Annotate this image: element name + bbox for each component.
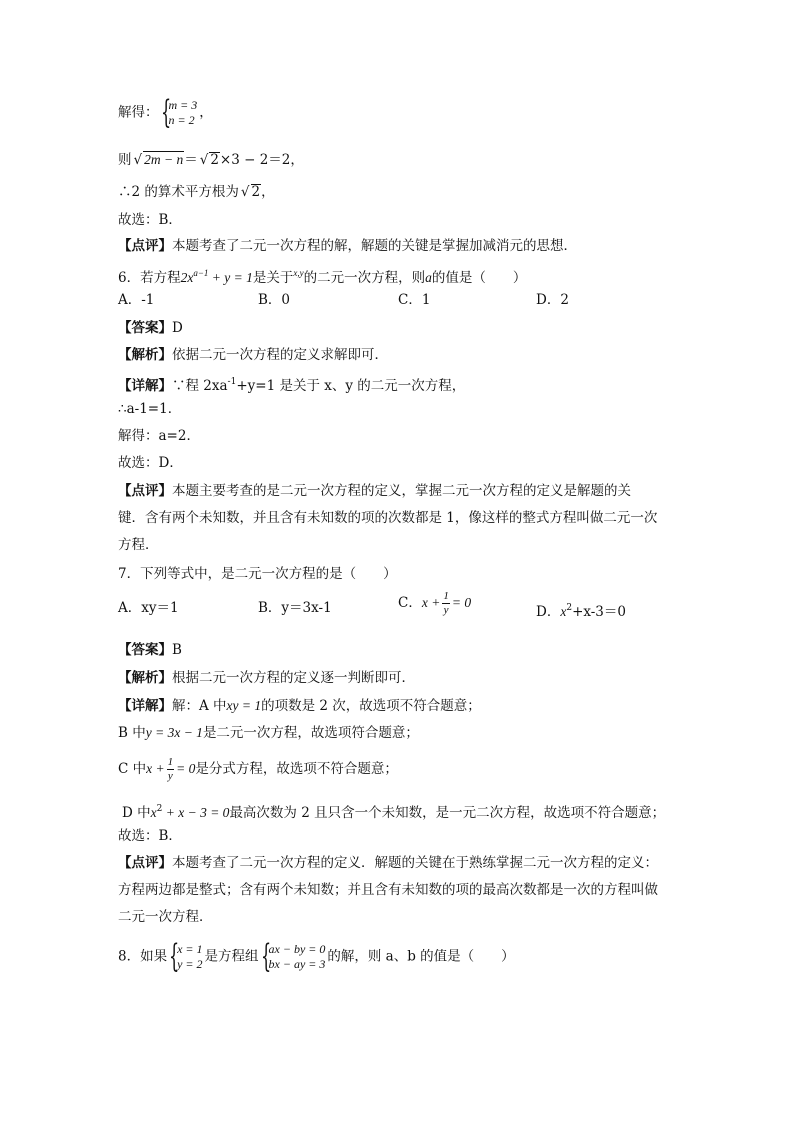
solution-line-1 (118, 93, 213, 131)
q6-option-d: D．2 (536, 292, 569, 308)
q6-choose: 故选：D． (118, 455, 183, 471)
q7-detail-b (118, 723, 419, 743)
q7-c-num: 1 (167, 756, 174, 768)
q7-option-b: B．y＝3x-1 (258, 600, 332, 616)
q8-eq-2: bx − ay = 3 (268, 957, 326, 971)
q8-mid: 是方程组 (204, 948, 259, 965)
q7-detail-d (122, 799, 665, 823)
q7-option-d-sup: 2 (566, 603, 573, 613)
comment-tag: 【点评】 (118, 238, 172, 254)
q7-option-c-label: C． (398, 595, 422, 611)
question-6-stem (118, 263, 526, 288)
q7-answer-text: B (172, 642, 182, 658)
question-7-stem: 7．下列等式中，是二元一次方程的是（ ） (118, 566, 397, 582)
sqrt-prefix: 则 (118, 152, 132, 168)
root-line: ∴2 的算术平方根为 √ 2， (118, 184, 275, 200)
q7-option-a: A．xy＝1 (118, 600, 179, 616)
q7-b-text: 是二元一次方程，故选项符合题意； (202, 725, 419, 741)
sqrt-eq: ＝ (184, 152, 198, 168)
eq-n: n = 2 (168, 113, 195, 127)
q8-equation-system: { ax − by = 0 bx − ay = 3 (260, 937, 326, 975)
q7-analysis (118, 668, 415, 688)
q7-d-text: 最高次数为 2 且只含一个未知数，是一元二次方程，故选项不符合题意； (229, 805, 666, 821)
sqrt-line: 则 √ 2m − n＝ √ 2×3 − 2＝2， (118, 152, 304, 168)
q6-step-2: 解得：a=2． (118, 428, 200, 444)
q6-detail-text2: +y=1 是关于 x、y 的二元一次方程， (236, 378, 466, 394)
q6-option-b: B．0 (258, 292, 291, 308)
q6-mid2: 的二元一次方程，则 (303, 270, 426, 286)
q7-detail (118, 696, 481, 716)
q7-c-text: 是分式方程，故选项不符合题意； (195, 761, 398, 777)
q7-answer-tag: 【答案】 (118, 642, 172, 658)
q7-analysis-text: 根据二元一次方程的定义逐一判断即可． (172, 670, 415, 686)
q7-analysis-tag: 【解析】 (118, 670, 172, 686)
q6-detail-sup: -1 (227, 377, 237, 387)
q6-option-a: A．-1 (118, 292, 155, 308)
q7-comment-l1: 本题考查了二元一次方程的定义．解题的关键在于熟练掌握二元一次方程的定义： (172, 855, 658, 871)
q6-option-c: C．1 (398, 292, 431, 308)
root-prefix: ∴2 的算术平方根为 (118, 184, 239, 200)
q6-answer-text: D (172, 320, 183, 336)
q7-c-math-tail: = 0 (176, 761, 196, 776)
q6-comment-line-3: 方程． (118, 537, 159, 553)
q6-eq-b: + y = 1 (208, 270, 253, 285)
solution-system: { m = 3 n = 2 (160, 93, 198, 131)
q7-b-prefix: B 中 (118, 725, 146, 741)
q7-detail-math: xy = 1 (226, 698, 262, 713)
q6-mid: 是关于 (252, 270, 294, 286)
q8-sol-x: x = 1 (177, 942, 203, 956)
comment-line-5 (118, 236, 577, 256)
q7-comment-line-2: 方程两边都是整式；含有两个未知数；并且含有未知数的项的最高次数都是一次的方程叫做 (118, 882, 658, 898)
q7-option-c-x: x + (421, 595, 441, 610)
q6-eq-exp: a−1 (193, 268, 209, 278)
q7-c-math-x: x + (146, 761, 165, 776)
q7-option-d (536, 598, 626, 622)
sqrt-rest: ×3 − 2＝2， (219, 152, 304, 168)
q7-d-prefix: D 中 (122, 805, 151, 821)
q8-solution-system: { x = 1 y = 2 (169, 937, 203, 975)
q6-comment-l1: 本题主要考查的是二元一次方程的定义，掌握二元一次方程的定义是解题的关 (172, 483, 631, 499)
solution-suffix: ， (199, 104, 213, 121)
q8-prefix: 8．如果 (118, 948, 168, 965)
sqrt-two: 2 (210, 152, 219, 168)
q7-detail-tag: 【详解】 (118, 698, 172, 714)
question-8-stem (118, 937, 515, 975)
q7-choose: 故选：B． (118, 828, 182, 844)
q6-analysis (118, 345, 388, 365)
eq-m: m = 3 (168, 98, 198, 112)
q7-option-d-a: x (560, 604, 567, 619)
q7-d-sup: 2 (156, 804, 163, 814)
q7-detail-text2: 的项数是 2 次，故选项不符合题意； (261, 698, 481, 714)
q8-sol-y: y = 2 (177, 957, 203, 971)
q7-d-math-b: + x − 3 = 0 (162, 805, 230, 820)
q6-end: 的值是（ ） (431, 270, 527, 286)
q6-detail-tag: 【详解】 (118, 378, 172, 394)
q6-comment-line-1 (118, 481, 631, 501)
q8-eq-1: ax − by = 0 (268, 942, 326, 956)
q6-answer (118, 318, 183, 338)
q6-eq-a: 2x (180, 270, 194, 285)
q6-analysis-text: 依据二元一次方程的定义求解即可． (172, 347, 388, 363)
q8-end: 的解，则 a、b 的值是（ ） (327, 948, 515, 965)
q6-answer-tag: 【答案】 (118, 320, 172, 336)
choose-line-5: 故选：B． (118, 212, 182, 228)
q6-number: 6．若方程 (118, 270, 181, 286)
q6-analysis-tag: 【解析】 (118, 347, 172, 363)
q7-b-math: y = 3x − 1 (145, 725, 203, 740)
sqrt-radicand: 2m − n (144, 152, 184, 167)
solution-prefix: 解得： (118, 104, 159, 121)
q7-option-c-num: 1 (443, 590, 449, 602)
q7-answer (118, 640, 182, 660)
comment-text: 本题考查了二元一次方程的解，解题的关键是掌握加减消元的思想． (172, 238, 577, 254)
root-value: 2 (251, 184, 261, 200)
q7-option-c-tail: = 0 (451, 595, 472, 610)
q7-c-prefix: C 中 (118, 761, 147, 777)
q7-detail-text: 解：A 中 (172, 698, 227, 714)
root-suffix: ， (261, 184, 275, 200)
q7-option-d-b: +x-3＝0 (572, 604, 626, 620)
q6-comment-tag: 【点评】 (118, 483, 172, 499)
q7-option-c-den: y (443, 604, 449, 616)
q7-comment-line-1 (118, 853, 658, 873)
q7-option-d-label: D． (536, 604, 561, 620)
q6-vars: x,y (293, 268, 304, 278)
q7-c-den: y (167, 770, 173, 782)
q7-comment-tag: 【点评】 (118, 855, 172, 871)
q7-d-math-a: x (150, 805, 157, 820)
q7-option-c (398, 590, 471, 617)
q7-comment-line-3: 二元一次方程． (118, 909, 213, 925)
q6-step-1: ∴a-1=1． (118, 401, 182, 417)
q7-detail-c (118, 756, 398, 783)
q6-comment-line-2: 键．含有两个未知数，并且含有未知数的项的次数都是 1，像这样的整式方程叫做二元一次 (118, 510, 658, 526)
q6-detail-text: ∵程 2xa (172, 378, 228, 394)
q6-detail (118, 372, 465, 396)
q6-var-a: a (425, 270, 432, 285)
